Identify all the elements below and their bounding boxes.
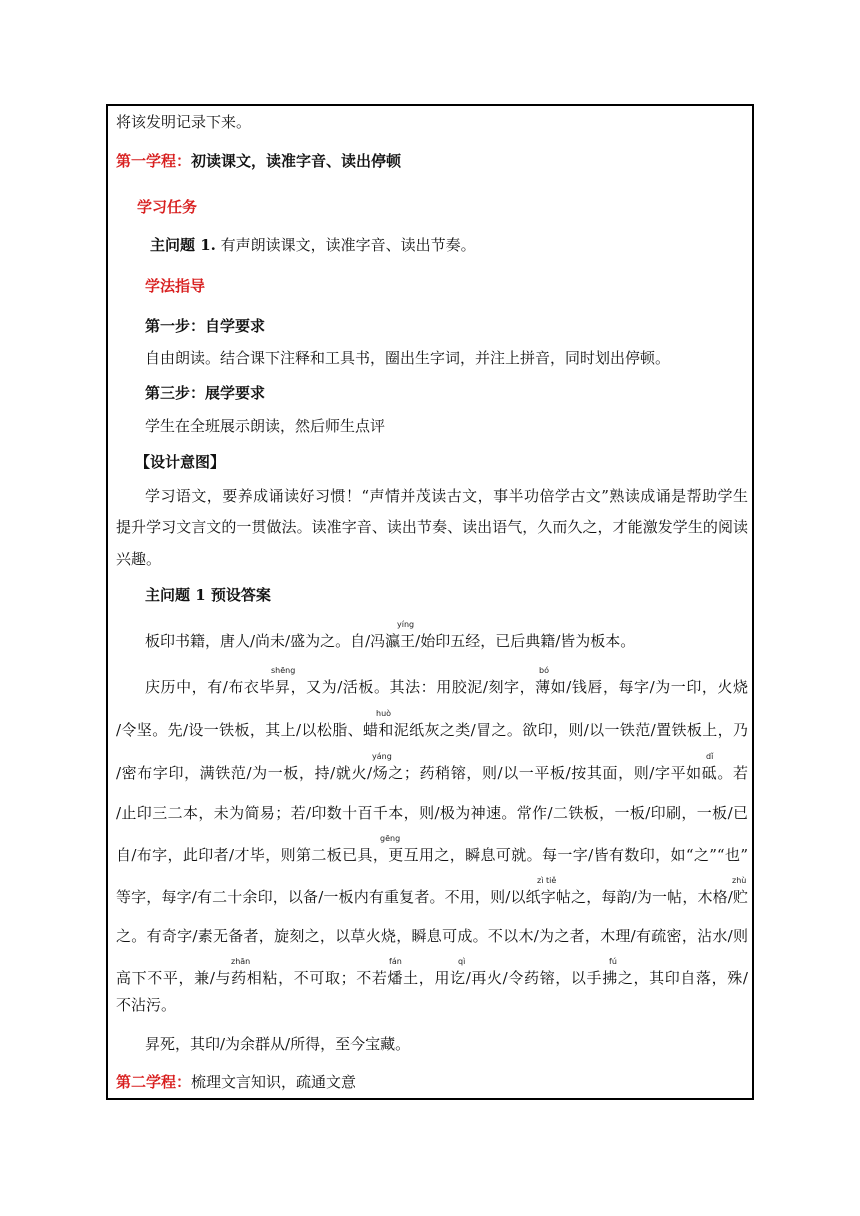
question1-label: 主问题 1. — [150, 236, 216, 254]
passage-line: 不沾污。 — [116, 996, 177, 1014]
pinyin-annotation: gēng — [380, 834, 401, 843]
passage-line: 昇死，其印/为余群从/所得，至今宝藏。 — [145, 1035, 411, 1053]
passage-line: 之。有奇字/素无备者，旋刻之，以草火烧，瞬息可成。不以木/为之者，木理/有疏密，沾水/则 — [116, 927, 748, 945]
intro-tail: 将该发明记录下来。 — [116, 113, 252, 131]
stage2-label: 第二学程： — [116, 1073, 192, 1091]
pinyin-annotation: fú — [609, 957, 617, 966]
passage-line: 板印书籍，唐人/尚未/盛为之。自/冯瀛王/始印五经，已后典籍/皆为板本。 — [145, 632, 636, 650]
step3-text: 学生在全班展示朗读，然后师生点评 — [145, 417, 386, 435]
question1-text: 有声朗读课文，读准字音、读出节奏。 — [220, 236, 476, 254]
pinyin-annotation: huò — [376, 709, 392, 718]
pinyin-annotation: shēng — [271, 666, 296, 675]
design-line: 学习语文，要养成诵读好习惯！“声情并茂读古文，事半功倍学古文”熟读成诵是帮助学生 — [145, 487, 748, 505]
question1 — [150, 235, 476, 255]
stage2-title: 梳理文言知识，疏通文意 — [191, 1073, 357, 1091]
design-line: 兴趣。 — [116, 550, 162, 568]
stage1-heading — [116, 151, 401, 171]
pinyin-annotation: bó — [539, 666, 549, 675]
passage-line: /密布字印，满铁范/为一板，持/就火/炀之；药稍镕，则/以一平板/按其面，则/字平如砥。若 — [116, 764, 748, 782]
pinyin-annotation: yíng — [397, 620, 415, 629]
pinyin-annotation: zhān — [231, 957, 251, 966]
stage1-label: 第一学程： — [116, 152, 192, 170]
pinyin-annotation: zì tiě — [537, 876, 557, 885]
pinyin-annotation: zhù — [732, 876, 747, 885]
stage1-title: 初读课文，读准字音、读出停顿 — [191, 152, 402, 170]
passage-line: /令坚。先/设一铁板，其上/以松脂、蜡和泥纸灰之类/冒之。欲印，则/以一铁范/置铁板上，乃 — [116, 721, 748, 739]
step1-text: 自由朗读。结合课下注释和工具书，圈出生字词，并注上拼音，同时划出停顿。 — [145, 349, 671, 367]
passage-line: 高下不平，兼/与药相粘，不可取；不若燔土，用讫/再火/令药镕，以手拂之，其印自落，殊/ — [116, 969, 748, 987]
method-heading: 学法指导 — [145, 277, 206, 295]
pinyin-annotation: qì — [458, 957, 466, 966]
step3-title: 第三步：展学要求 — [145, 384, 266, 402]
task-heading: 学习任务 — [137, 198, 198, 216]
pinyin-annotation: fán — [389, 957, 402, 966]
step1-title: 第一步：自学要求 — [145, 317, 266, 335]
answer-heading: 主问题 1 预设答案 — [145, 586, 271, 604]
pinyin-annotation: dǐ — [706, 752, 714, 761]
stage2-heading — [116, 1072, 356, 1092]
design-heading: 【设计意图】 — [135, 453, 226, 471]
passage-line: 庆历中，有/布衣毕昇，又为/活板。其法：用胶泥/刻字，薄如/钱唇，每字/为一印，火烧 — [145, 678, 748, 696]
passage-line: /止印三二本，未为简易；若/印数十百千本，则/极为神速。常作/二铁板，一板/印刷，一板/已 — [116, 804, 748, 822]
passage-line: 等字，每字/有二十余印，以备/一板内有重复者。不用，则/以纸字帖之，每韵/为一帖，木格/贮 — [116, 888, 748, 906]
passage-line: 自/布字，此印者/才毕，则第二板已具，更互用之，瞬息可就。每一字/皆有数印，如“之”“也” — [116, 846, 748, 864]
design-line: 提升学习文言文的一贯做法。读准字音、读出节奏、读出语气，久而久之，才能激发学生的阅读 — [116, 518, 748, 536]
pinyin-annotation: yáng — [372, 752, 392, 761]
